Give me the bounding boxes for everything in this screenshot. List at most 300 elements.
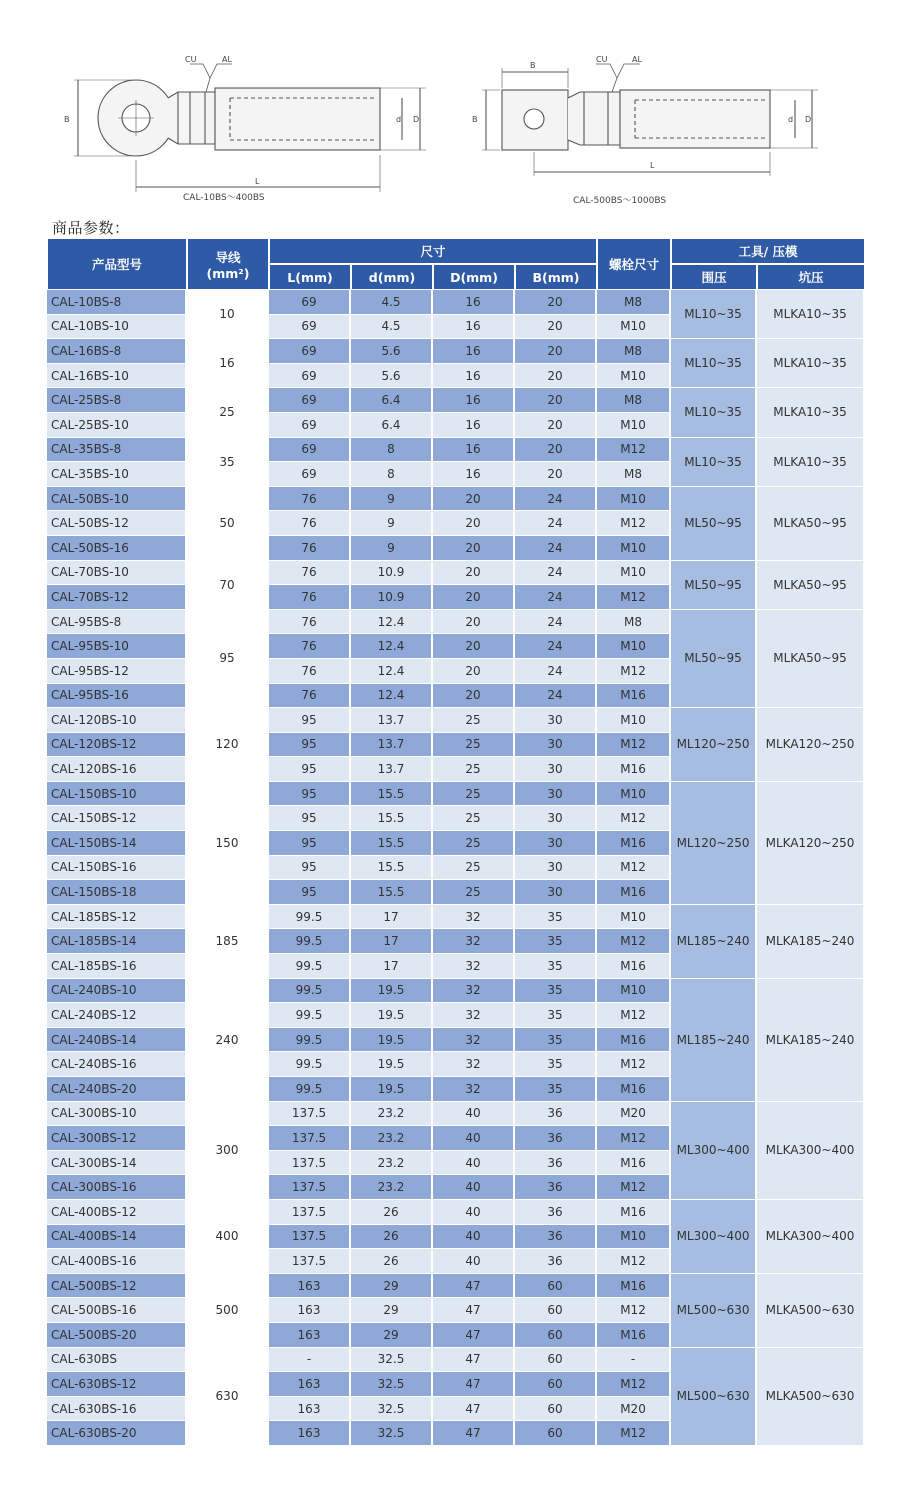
cell-model: CAL-10BS-10 — [47, 315, 187, 340]
cell-d-small: 26 — [351, 1249, 433, 1274]
section-title: 商品参数： — [52, 219, 130, 237]
cell-wire: 630 — [187, 1348, 269, 1446]
cell-d-big: 40 — [433, 1175, 515, 1200]
cell-model: CAL-500BS-16 — [47, 1298, 187, 1323]
cell-l: 69 — [269, 290, 351, 315]
header-size: 尺寸 — [269, 238, 597, 264]
cell-model: CAL-16BS-8 — [47, 339, 187, 364]
cell-model: CAL-150BS-12 — [47, 806, 187, 831]
cell-b: 36 — [515, 1175, 597, 1200]
cell-l: 76 — [269, 487, 351, 512]
table-row — [47, 782, 865, 807]
cell-wire: 120 — [187, 708, 269, 782]
cell-model: CAL-50BS-16 — [47, 536, 187, 561]
cell-model: CAL-240BS-20 — [47, 1077, 187, 1102]
cell-d-big: 20 — [433, 684, 515, 709]
table-row — [47, 708, 865, 733]
cell-tool-a: ML10~35 — [671, 438, 757, 487]
cell-d-big: 32 — [433, 1077, 515, 1102]
header-wire-label: 导线 — [215, 249, 241, 265]
cell-wire: 35 — [187, 438, 269, 487]
cell-b: 24 — [515, 634, 597, 659]
cell-b: 35 — [515, 1077, 597, 1102]
cell-bolt: M10 — [597, 1225, 671, 1250]
cell-d-small: 13.7 — [351, 733, 433, 758]
cell-b: 36 — [515, 1200, 597, 1225]
cell-l: 137.5 — [269, 1225, 351, 1250]
cell-tool-b: MLKA500~630 — [757, 1274, 865, 1348]
cell-l: 69 — [269, 315, 351, 340]
cell-b: 60 — [515, 1372, 597, 1397]
cell-bolt: M20 — [597, 1397, 671, 1422]
cell-model: CAL-50BS-12 — [47, 511, 187, 536]
cell-b: 24 — [515, 487, 597, 512]
cell-l: 99.5 — [269, 905, 351, 930]
cell-wire: 300 — [187, 1102, 269, 1200]
cell-b: 24 — [515, 561, 597, 586]
cell-model: CAL-16BS-10 — [47, 364, 187, 389]
cell-b: 30 — [515, 831, 597, 856]
cell-tool-a: ML120~250 — [671, 782, 757, 905]
cell-tool-b: MLKA50~95 — [757, 561, 865, 610]
cell-d-big: 20 — [433, 634, 515, 659]
cell-bolt: M12 — [597, 1175, 671, 1200]
cell-l: 163 — [269, 1298, 351, 1323]
cell-model: CAL-25BS-8 — [47, 388, 187, 413]
cell-d-small: 19.5 — [351, 1052, 433, 1077]
cell-d-big: 25 — [433, 733, 515, 758]
cell-bolt: M16 — [597, 684, 671, 709]
cell-d-big: 16 — [433, 438, 515, 463]
cell-model: CAL-300BS-12 — [47, 1126, 187, 1151]
cell-d-small: 17 — [351, 905, 433, 930]
cell-b: 20 — [515, 438, 597, 463]
cell-model: CAL-630BS-16 — [47, 1397, 187, 1422]
cell-model: CAL-95BS-12 — [47, 659, 187, 684]
cell-d-big: 16 — [433, 315, 515, 340]
cell-l: 99.5 — [269, 954, 351, 979]
table-row — [47, 1348, 865, 1373]
cell-bolt: M16 — [597, 1200, 671, 1225]
header-wire — [187, 238, 269, 290]
cell-d-big: 40 — [433, 1102, 515, 1127]
cell-d-small: 6.4 — [351, 388, 433, 413]
cell-tool-b: MLKA50~95 — [757, 610, 865, 708]
cell-tool-a: ML300~400 — [671, 1200, 757, 1274]
cell-bolt: M10 — [597, 536, 671, 561]
cell-bolt: M16 — [597, 1077, 671, 1102]
cell-d-big: 47 — [433, 1298, 515, 1323]
header-b: B(mm) — [515, 264, 597, 290]
right-caption: CAL-500BS～1000BS — [573, 196, 667, 206]
cell-wire: 10 — [187, 290, 269, 339]
cell-model: CAL-240BS-12 — [47, 1003, 187, 1028]
cell-b: 60 — [515, 1298, 597, 1323]
cell-b: 20 — [515, 364, 597, 389]
cell-bolt: M12 — [597, 585, 671, 610]
cell-l: 99.5 — [269, 929, 351, 954]
cell-d-big: 25 — [433, 757, 515, 782]
table-row — [47, 290, 865, 315]
cell-d-small: 12.4 — [351, 634, 433, 659]
cell-d-small: 23.2 — [351, 1102, 433, 1127]
cell-tool-a: ML185~240 — [671, 905, 757, 979]
cell-model: CAL-240BS-14 — [47, 1028, 187, 1053]
cell-wire: 150 — [187, 782, 269, 905]
cell-tool-b: MLKA120~250 — [757, 708, 865, 782]
cell-bolt: M10 — [597, 782, 671, 807]
cell-b: 24 — [515, 610, 597, 635]
cell-model: CAL-10BS-8 — [47, 290, 187, 315]
cell-model: CAL-120BS-16 — [47, 757, 187, 782]
cell-bolt: M12 — [597, 1052, 671, 1077]
cell-bolt: M12 — [597, 659, 671, 684]
cell-tool-b: MLKA10~35 — [757, 339, 865, 388]
header-model: 产品型号 — [47, 238, 187, 290]
cell-l: 69 — [269, 388, 351, 413]
cell-d-small: 15.5 — [351, 856, 433, 881]
cell-l: 69 — [269, 462, 351, 487]
cell-d-big: 16 — [433, 413, 515, 438]
cell-d-small: 23.2 — [351, 1151, 433, 1176]
cell-d-big: 16 — [433, 462, 515, 487]
cell-tool-b: MLKA300~400 — [757, 1102, 865, 1200]
cell-bolt: M12 — [597, 438, 671, 463]
cell-tool-a: ML300~400 — [671, 1102, 757, 1200]
cell-bolt: - — [597, 1348, 671, 1373]
table-row — [47, 610, 865, 635]
cell-l: 137.5 — [269, 1249, 351, 1274]
cell-b: 36 — [515, 1126, 597, 1151]
cell-model: CAL-240BS-16 — [47, 1052, 187, 1077]
cell-bolt: M16 — [597, 831, 671, 856]
cell-bolt: M8 — [597, 462, 671, 487]
cell-d-small: 12.4 — [351, 684, 433, 709]
cell-l: 95 — [269, 733, 351, 758]
cell-model: CAL-35BS-8 — [47, 438, 187, 463]
cell-d-big: 47 — [433, 1372, 515, 1397]
cell-tool-b: MLKA50~95 — [757, 487, 865, 561]
cell-bolt: M12 — [597, 1372, 671, 1397]
cell-d-small: 5.6 — [351, 339, 433, 364]
cell-b: 20 — [515, 388, 597, 413]
cell-wire: 185 — [187, 905, 269, 979]
cell-d-small: 32.5 — [351, 1348, 433, 1373]
cell-b: 20 — [515, 413, 597, 438]
cell-model: CAL-240BS-10 — [47, 979, 187, 1004]
cell-d-big: 47 — [433, 1421, 515, 1446]
cell-d-small: 29 — [351, 1298, 433, 1323]
cell-d-small: 4.5 — [351, 290, 433, 315]
cell-bolt: M8 — [597, 610, 671, 635]
header-d-big: D(mm) — [433, 264, 515, 290]
drawing-cal-10-400 — [74, 64, 426, 192]
cell-tool-a: ML50~95 — [671, 610, 757, 708]
cell-tool-b: MLKA185~240 — [757, 979, 865, 1102]
cell-model: CAL-150BS-14 — [47, 831, 187, 856]
cell-l: 163 — [269, 1323, 351, 1348]
cell-model: CAL-150BS-16 — [47, 856, 187, 881]
cell-b: 20 — [515, 462, 597, 487]
cell-d-small: 19.5 — [351, 1028, 433, 1053]
cell-b: 30 — [515, 806, 597, 831]
cell-model: CAL-185BS-14 — [47, 929, 187, 954]
cell-bolt: M12 — [597, 1003, 671, 1028]
cell-d-big: 40 — [433, 1151, 515, 1176]
left-label-d-big: D — [413, 115, 420, 124]
cell-bolt: M8 — [597, 388, 671, 413]
cell-bolt: M10 — [597, 979, 671, 1004]
cell-d-big: 32 — [433, 954, 515, 979]
cell-l: 76 — [269, 659, 351, 684]
cell-tool-a: ML10~35 — [671, 339, 757, 388]
cell-d-small: 19.5 — [351, 1077, 433, 1102]
cell-d-big: 16 — [433, 388, 515, 413]
cell-bolt: M16 — [597, 757, 671, 782]
cell-l: 76 — [269, 610, 351, 635]
cell-tool-a: ML500~630 — [671, 1274, 757, 1348]
cell-wire: 240 — [187, 979, 269, 1102]
cell-b: 60 — [515, 1348, 597, 1373]
cell-d-big: 20 — [433, 659, 515, 684]
cell-bolt: M10 — [597, 905, 671, 930]
cell-model: CAL-400BS-12 — [47, 1200, 187, 1225]
right-label-b-top: B — [530, 61, 536, 70]
cell-d-big: 20 — [433, 487, 515, 512]
drawing-cal-500-1000 — [482, 64, 818, 176]
cell-l: 163 — [269, 1397, 351, 1422]
cell-d-small: 13.7 — [351, 757, 433, 782]
cell-l: 69 — [269, 339, 351, 364]
cell-d-small: 12.4 — [351, 659, 433, 684]
cell-wire: 95 — [187, 610, 269, 708]
cell-d-big: 47 — [433, 1323, 515, 1348]
left-label-cu: CU — [185, 55, 197, 64]
cell-d-small: 15.5 — [351, 880, 433, 905]
cell-bolt: M12 — [597, 1126, 671, 1151]
cell-d-big: 47 — [433, 1348, 515, 1373]
cell-d-small: 23.2 — [351, 1126, 433, 1151]
cell-tool-a: ML500~630 — [671, 1348, 757, 1446]
cell-model: CAL-50BS-10 — [47, 487, 187, 512]
cell-d-small: 17 — [351, 929, 433, 954]
cell-bolt: M10 — [597, 413, 671, 438]
right-label-al: AL — [632, 55, 642, 64]
header-wire-unit: (mm²) — [206, 265, 250, 281]
cell-bolt: M8 — [597, 339, 671, 364]
cell-b: 36 — [515, 1102, 597, 1127]
cell-d-small: 9 — [351, 487, 433, 512]
cell-d-big: 25 — [433, 806, 515, 831]
cell-model: CAL-150BS-10 — [47, 782, 187, 807]
right-label-d-small: d — [788, 115, 794, 124]
cell-d-small: 10.9 — [351, 585, 433, 610]
header-tool-b: 坑压 — [757, 264, 865, 290]
table-row — [47, 561, 865, 586]
cell-d-big: 25 — [433, 831, 515, 856]
table-row — [47, 487, 865, 512]
cell-bolt: M12 — [597, 733, 671, 758]
cell-d-big: 40 — [433, 1200, 515, 1225]
cell-b: 35 — [515, 929, 597, 954]
cell-b: 30 — [515, 880, 597, 905]
cell-l: 137.5 — [269, 1151, 351, 1176]
cell-b: 60 — [515, 1397, 597, 1422]
cell-d-small: 26 — [351, 1225, 433, 1250]
cell-model: CAL-630BS — [47, 1348, 187, 1373]
cell-d-small: 15.5 — [351, 782, 433, 807]
cell-wire: 70 — [187, 561, 269, 610]
cell-model: CAL-95BS-8 — [47, 610, 187, 635]
cell-b: 20 — [515, 339, 597, 364]
table-row — [47, 1102, 865, 1127]
cell-bolt: M8 — [597, 290, 671, 315]
header-l: L(mm) — [269, 264, 351, 290]
cell-bolt: M10 — [597, 561, 671, 586]
cell-model: CAL-185BS-16 — [47, 954, 187, 979]
cell-d-small: 29 — [351, 1274, 433, 1299]
cell-tool-b: MLKA10~35 — [757, 290, 865, 339]
cell-d-big: 32 — [433, 929, 515, 954]
cell-model: CAL-300BS-10 — [47, 1102, 187, 1127]
cell-d-small: 23.2 — [351, 1175, 433, 1200]
cell-b: 20 — [515, 290, 597, 315]
cell-l: 76 — [269, 634, 351, 659]
cell-b: 30 — [515, 757, 597, 782]
cell-wire: 400 — [187, 1200, 269, 1274]
cell-d-big: 25 — [433, 880, 515, 905]
cell-model: CAL-35BS-10 — [47, 462, 187, 487]
cell-d-small: 32.5 — [351, 1397, 433, 1422]
cell-l: 76 — [269, 585, 351, 610]
cell-l: 95 — [269, 782, 351, 807]
cell-model: CAL-630BS-20 — [47, 1421, 187, 1446]
cell-bolt: M12 — [597, 1249, 671, 1274]
cell-l: 76 — [269, 511, 351, 536]
cell-model: CAL-300BS-16 — [47, 1175, 187, 1200]
left-label-l: L — [255, 177, 260, 186]
cell-d-small: 10.9 — [351, 561, 433, 586]
cell-b: 35 — [515, 1028, 597, 1053]
cell-b: 35 — [515, 954, 597, 979]
cell-d-small: 5.6 — [351, 364, 433, 389]
cell-model: CAL-150BS-18 — [47, 880, 187, 905]
cell-d-big: 25 — [433, 782, 515, 807]
cell-l: 163 — [269, 1372, 351, 1397]
cell-l: 163 — [269, 1274, 351, 1299]
cell-wire: 25 — [187, 388, 269, 437]
cell-d-small: 19.5 — [351, 979, 433, 1004]
cell-d-big: 20 — [433, 585, 515, 610]
cell-d-small: 19.5 — [351, 1003, 433, 1028]
header-tool-a: 围压 — [671, 264, 757, 290]
cell-b: 60 — [515, 1421, 597, 1446]
cell-d-small: 9 — [351, 511, 433, 536]
cell-l: 69 — [269, 364, 351, 389]
cell-l: 69 — [269, 438, 351, 463]
cell-d-big: 25 — [433, 856, 515, 881]
cell-d-big: 20 — [433, 561, 515, 586]
cell-bolt: M12 — [597, 806, 671, 831]
cell-d-big: 16 — [433, 339, 515, 364]
cell-bolt: M10 — [597, 487, 671, 512]
cell-b: 36 — [515, 1249, 597, 1274]
cell-d-big: 32 — [433, 1052, 515, 1077]
cell-tool-a: ML50~95 — [671, 561, 757, 610]
cell-l: 76 — [269, 684, 351, 709]
left-label-al: AL — [222, 55, 232, 64]
right-label-l: L — [650, 161, 655, 170]
cell-d-big: 40 — [433, 1126, 515, 1151]
cell-l: 69 — [269, 413, 351, 438]
cell-tool-a: ML50~95 — [671, 487, 757, 561]
cell-d-big: 20 — [433, 536, 515, 561]
cell-bolt: M10 — [597, 708, 671, 733]
cell-d-small: 12.4 — [351, 610, 433, 635]
cell-model: CAL-300BS-14 — [47, 1151, 187, 1176]
cell-l: 76 — [269, 561, 351, 586]
cell-bolt: M16 — [597, 954, 671, 979]
cell-d-small: 32.5 — [351, 1421, 433, 1446]
cell-bolt: M10 — [597, 315, 671, 340]
cell-tool-b: MLKA10~35 — [757, 388, 865, 437]
cell-b: 36 — [515, 1225, 597, 1250]
cell-tool-b: MLKA120~250 — [757, 782, 865, 905]
cell-tool-a: ML120~250 — [671, 708, 757, 782]
cell-d-small: 15.5 — [351, 806, 433, 831]
cell-model: CAL-70BS-10 — [47, 561, 187, 586]
cell-d-small: 32.5 — [351, 1372, 433, 1397]
cell-d-big: 25 — [433, 708, 515, 733]
cell-bolt: M12 — [597, 511, 671, 536]
cell-d-small: 8 — [351, 462, 433, 487]
table-row — [47, 388, 865, 413]
cell-l: 99.5 — [269, 1003, 351, 1028]
cell-d-big: 32 — [433, 905, 515, 930]
cell-model: CAL-95BS-16 — [47, 684, 187, 709]
cell-model: CAL-25BS-10 — [47, 413, 187, 438]
cell-l: 163 — [269, 1421, 351, 1446]
spec-table-body — [47, 290, 865, 1446]
cell-l: 95 — [269, 757, 351, 782]
cell-tool-b: MLKA185~240 — [757, 905, 865, 979]
cell-bolt: M12 — [597, 929, 671, 954]
cell-b: 36 — [515, 1151, 597, 1176]
cell-d-small: 4.5 — [351, 315, 433, 340]
cell-d-big: 20 — [433, 610, 515, 635]
cell-tool-a: ML10~35 — [671, 290, 757, 339]
cell-model: CAL-500BS-20 — [47, 1323, 187, 1348]
cell-b: 24 — [515, 536, 597, 561]
cell-b: 35 — [515, 905, 597, 930]
left-label-d-small: d — [396, 115, 402, 124]
cell-b: 35 — [515, 1003, 597, 1028]
cell-bolt: M16 — [597, 1274, 671, 1299]
right-label-d-big: D — [805, 115, 812, 124]
cell-model: CAL-95BS-10 — [47, 634, 187, 659]
cell-model: CAL-70BS-12 — [47, 585, 187, 610]
cell-b: 35 — [515, 979, 597, 1004]
cell-d-big: 32 — [433, 1003, 515, 1028]
cell-bolt: M10 — [597, 364, 671, 389]
right-label-cu: CU — [596, 55, 608, 64]
left-caption: CAL-10BS～400BS — [183, 193, 265, 203]
table-row — [47, 979, 865, 1004]
cell-bolt: M16 — [597, 880, 671, 905]
left-label-b: B — [64, 115, 70, 124]
cell-b: 24 — [515, 585, 597, 610]
cell-bolt: M12 — [597, 1421, 671, 1446]
